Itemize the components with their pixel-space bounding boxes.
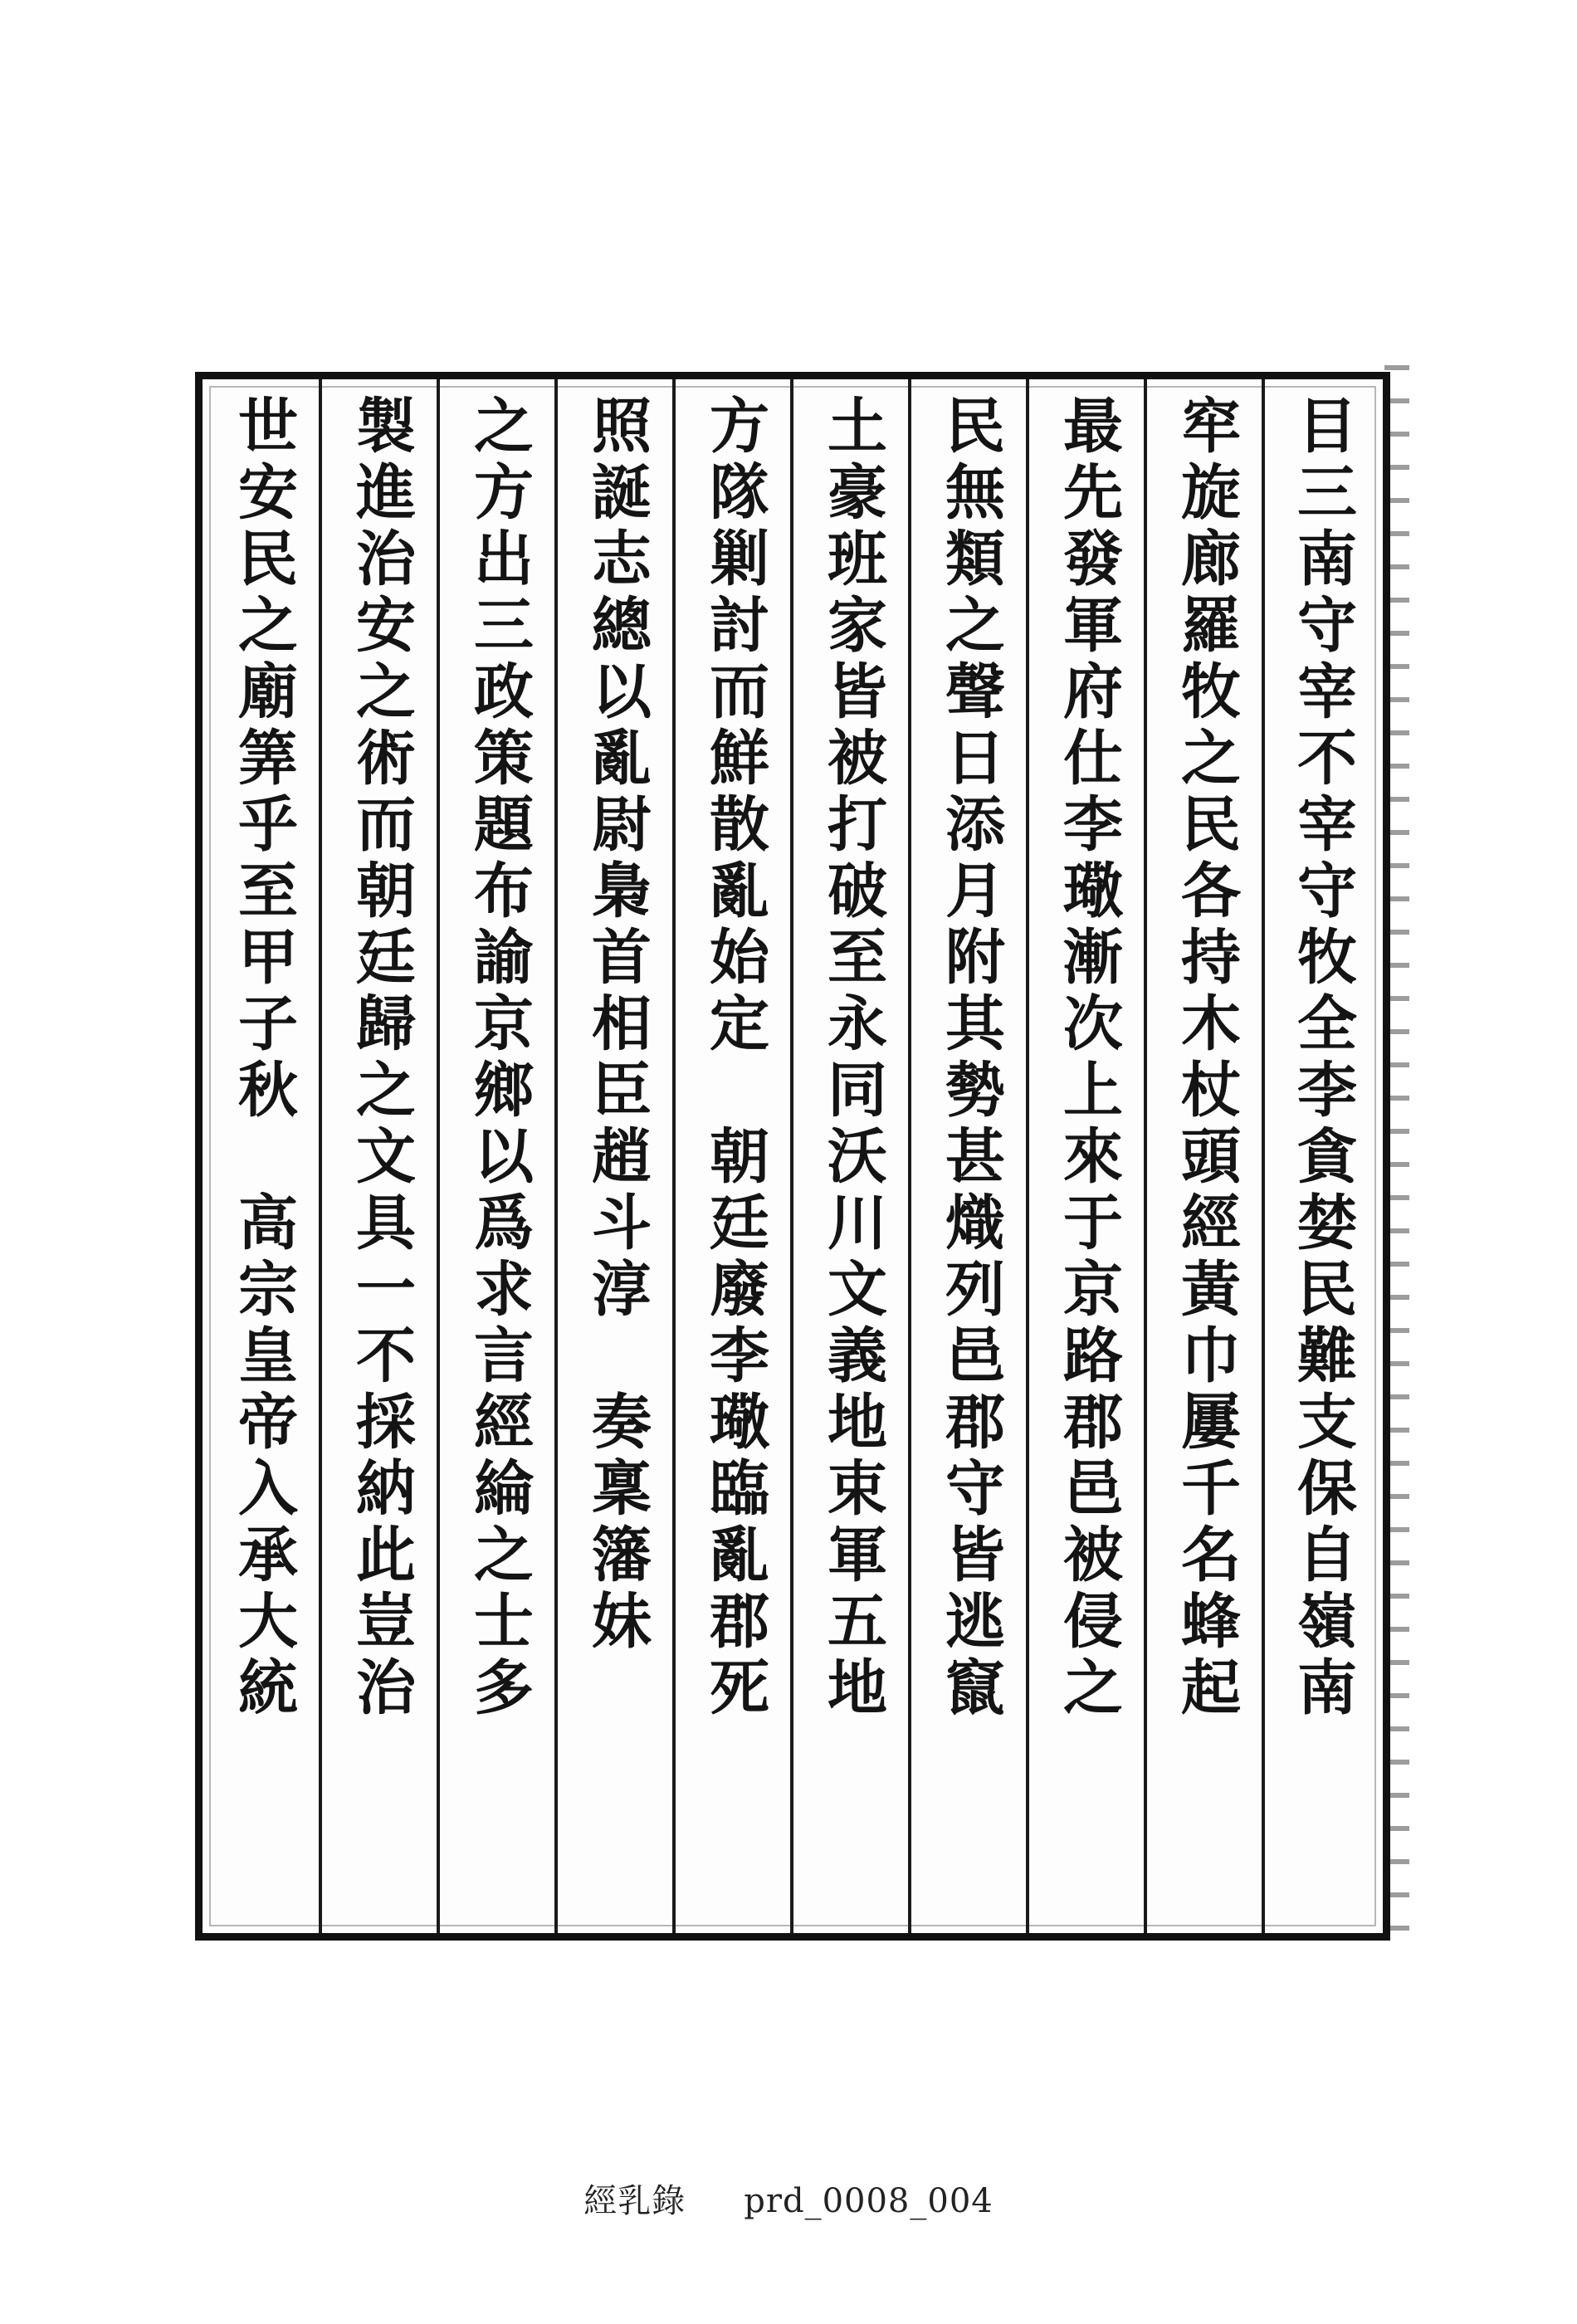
column-ruling bbox=[1262, 379, 1265, 1933]
text-column-5: 土豪班家皆被打破至永同沃川文義地束軍五地 bbox=[818, 394, 888, 1722]
caption-id: prd_0008_004 bbox=[744, 2182, 994, 2220]
caption-title: 經乳錄 bbox=[583, 2182, 686, 2220]
column-ruling bbox=[908, 379, 911, 1933]
column-ruling bbox=[1144, 379, 1147, 1933]
page-caption bbox=[0, 2175, 1577, 2222]
text-column-2: 窂旋廊羅牧之民各持木杖頭經黃巾屢千名蜂起 bbox=[1171, 394, 1242, 1722]
column-ruling bbox=[437, 379, 440, 1933]
column-ruling bbox=[554, 379, 558, 1933]
column-ruling bbox=[790, 379, 793, 1933]
column-ruling bbox=[672, 379, 676, 1933]
text-column-3: 最先發軍府仕李璥漸次上來于京路郡邑被侵之 bbox=[1053, 394, 1124, 1722]
text-column-4: 民無類之聲日添月附其勢甚熾列邑郡守皆逃竄 bbox=[935, 394, 1006, 1722]
column-ruling bbox=[1026, 379, 1029, 1933]
column-ruling bbox=[319, 379, 322, 1933]
text-column-10: 世安民之廟筭乎至甲子秋 高宗皇帝入承大統 bbox=[228, 394, 299, 1722]
text-column-8: 之方出三政策題布諭京鄉以爲求言經綸之士多 bbox=[464, 394, 535, 1722]
text-column-9: 製進治安之術而朝廷歸之文具一不採納此豈治 bbox=[346, 394, 417, 1722]
text-column-1: 目三南守宰不宰守牧全李貪婪民難支保自嶺南 bbox=[1287, 394, 1358, 1722]
text-frame bbox=[195, 372, 1390, 1941]
text-column-7: 照誕志總以亂尉梟首相臣趙斗淳 奏稟籓妹 bbox=[582, 394, 652, 1656]
text-column-6: 方隊剿討而鮮散亂始定 朝廷廢李璥臨亂郡死 bbox=[700, 394, 770, 1722]
